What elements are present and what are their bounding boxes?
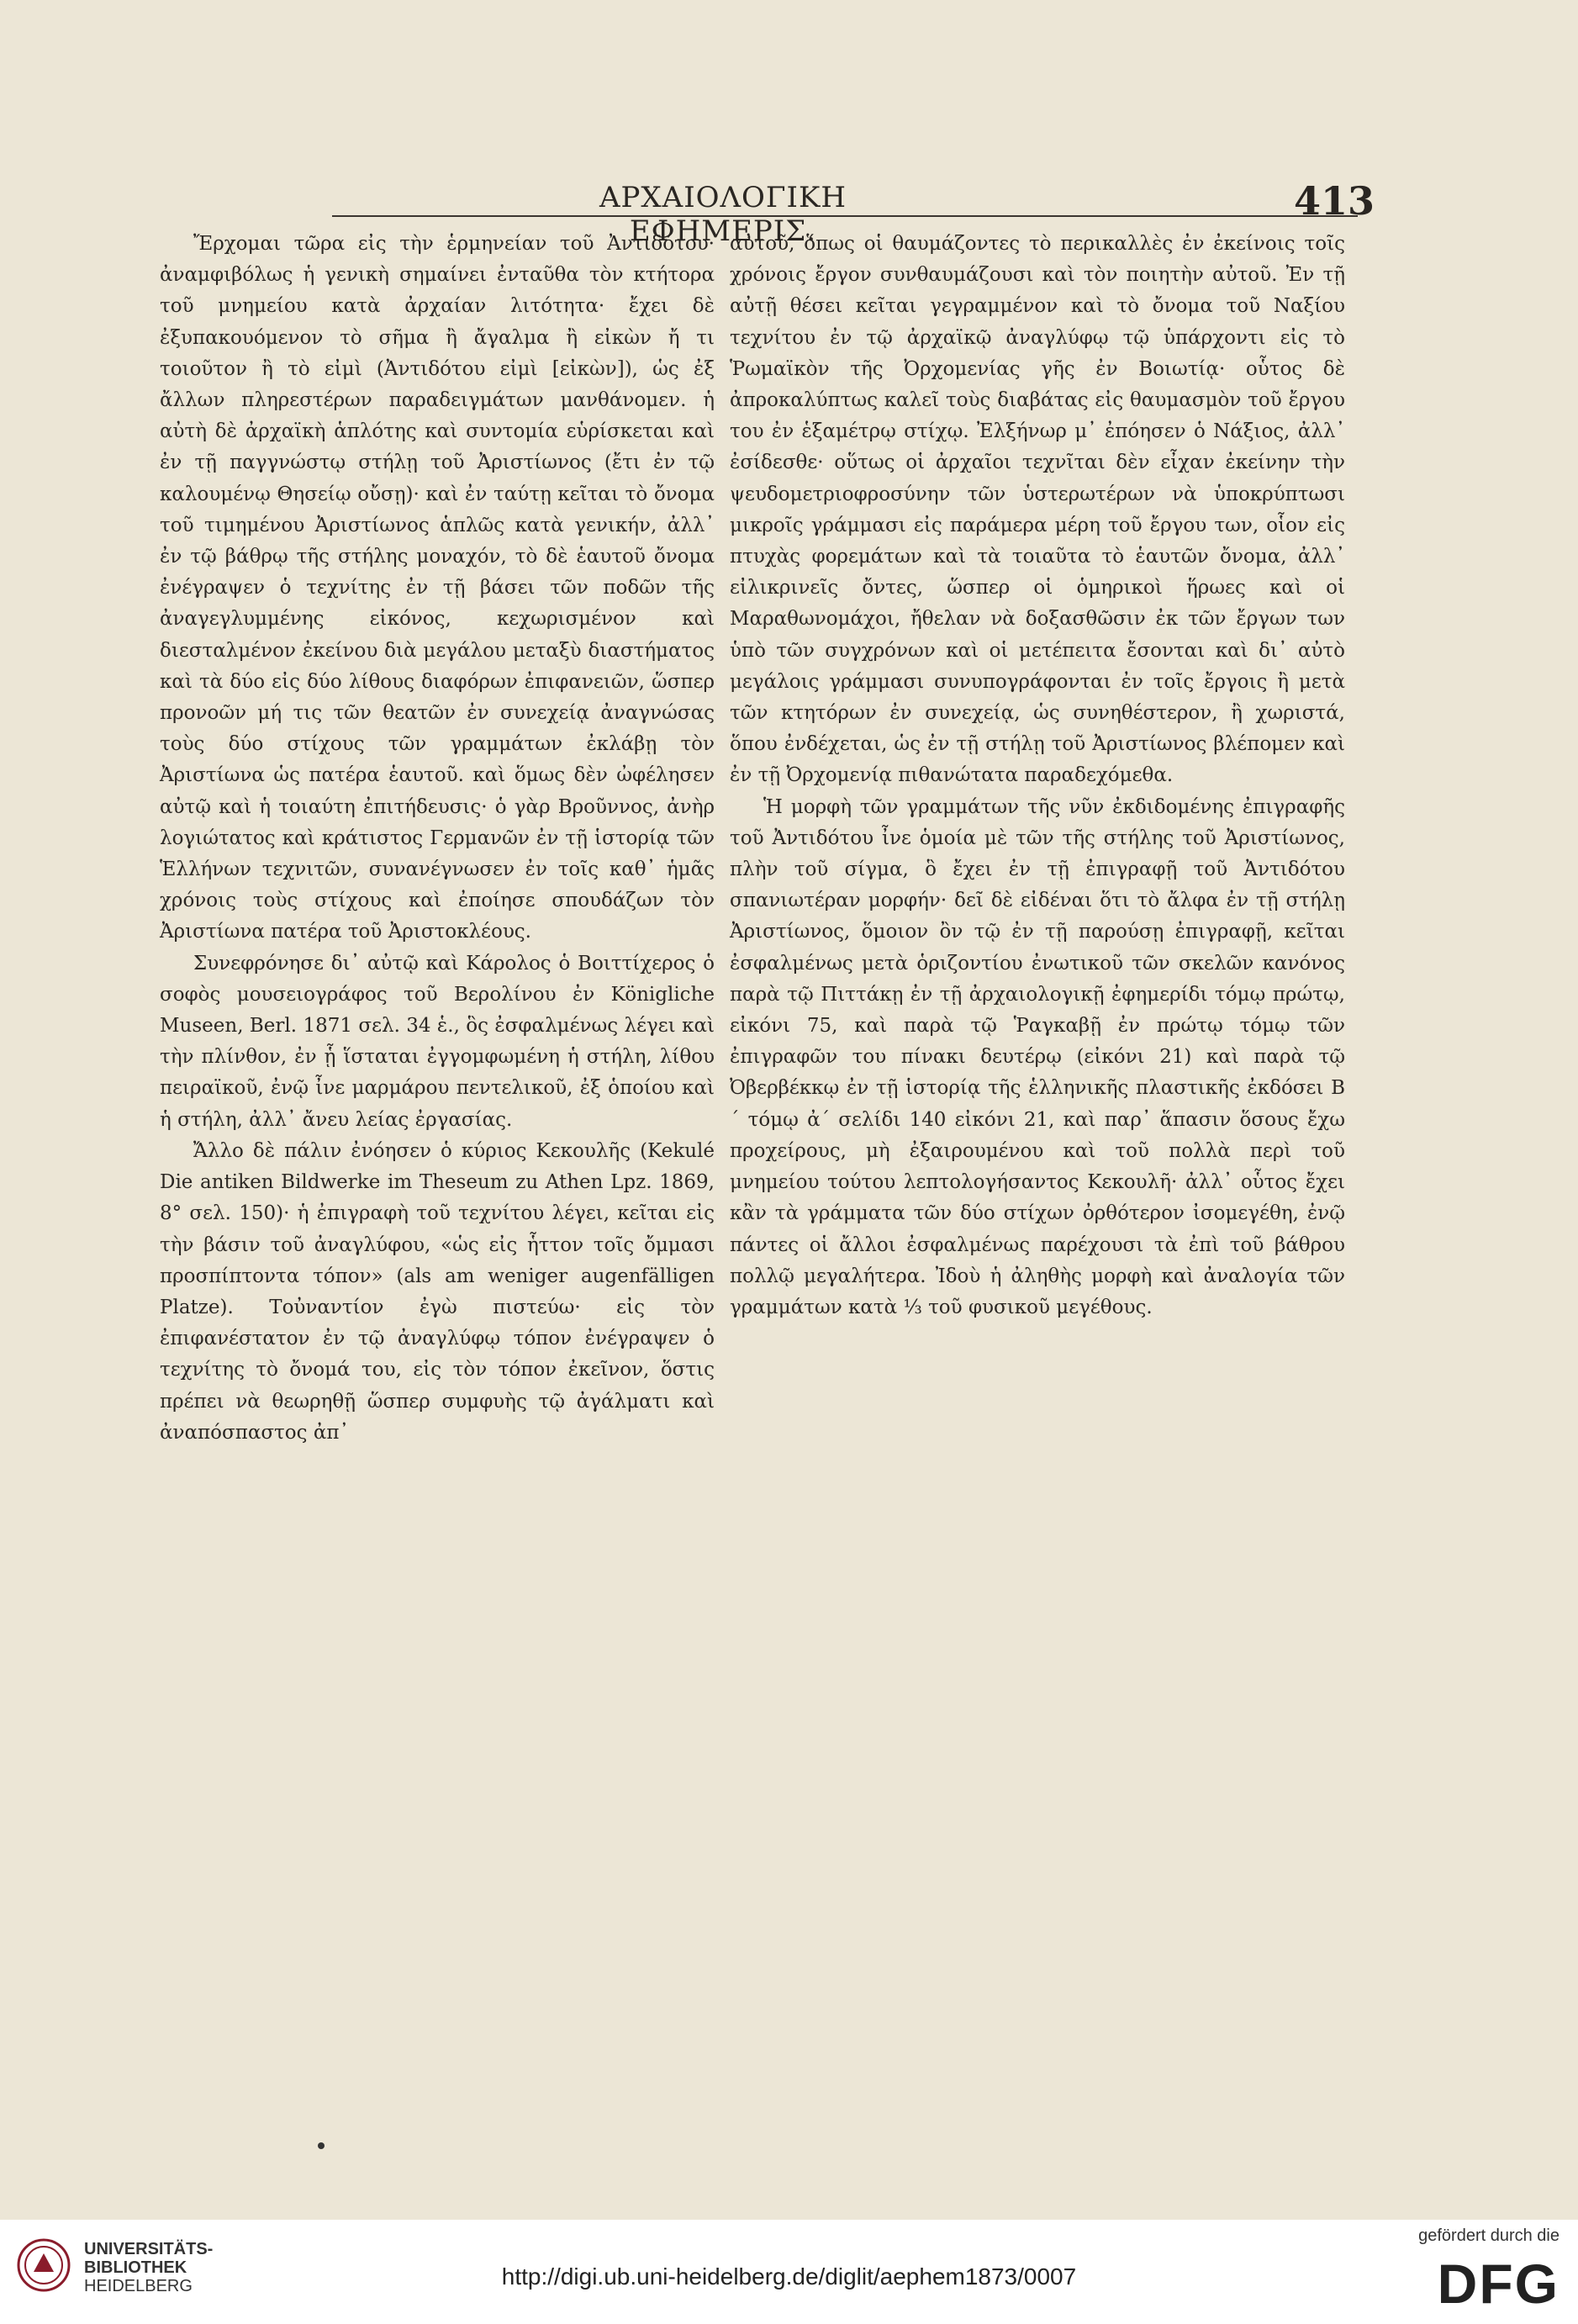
- library-line-1: UNIVERSITÄTS-: [84, 2240, 214, 2258]
- ink-dot: [318, 2142, 325, 2149]
- dfg-logo: DFG: [1437, 2253, 1560, 2315]
- running-title: ΑΡΧΑΙΟΛΟΓΙΚΗ ΕΦΗΜΕΡΙΣ.: [599, 181, 847, 248]
- left-paragraph-2: Συνεφρόνησε δι᾽ αὐτῷ καὶ Κάρολος ὁ Βοιττίχερος ὁ σοφὸς μουσειογράφος τοῦ Βερολίνου ἐν Königliche Museen, Berl. 1871 σελ. 34 ἑ., ὃς ἐσφαλμένως λέγει καὶ τὴν πλίνθον, ἐν ᾗ ἵσταται ἐγγομφωμένη ἡ στήλη, λίθου πειραϊκοῦ, ἐνῷ ἶνε μαρμάρου πεντελικοῦ, ἐξ ὁποίου καὶ ἡ στήλη, ἀλλ᾽ ἄνευ λείας ἐργασίας.: [160, 952, 715, 1131]
- library-line-2: BIBLIOTHEK: [84, 2258, 187, 2277]
- page-number: 413: [1293, 178, 1375, 224]
- library-line-3: HEIDELBERG: [84, 2277, 193, 2295]
- right-paragraph-1: αὐτοῦ, ὅπως οἱ θαυμάζοντες τὸ περικαλλὲς ἐν ἐκείνοις τοῖς χρόνοις ἔργον συνθαυμάζουσι καὶ τὸν ποιητὴν αὐτοῦ. Ἐν τῇ αὐτῇ θέσει κεῖται γεγραμμένον καὶ τὸ ὄνομα τοῦ Ναξίου τεχνίτου ἐν τῷ ἀρχαϊκῷ ἀναγλύφῳ τῷ ὑπάρχοντι εἰς τὸ Ῥωμαϊκὸν τῆς Ὀρχομενίας γῆς ἐν Βοιωτίᾳ· οὗτος δὲ ἀπροκαλύπτως καλεῖ τοὺς διαβάτας εἰς θαυμασμὸν τοῦ ἔργου του ἐν ἑξαμέτρῳ στίχῳ. Ἐλξήνωρ μ᾽ ἐπόησεν ὁ Νάξιος, ἀλλ᾽ ἐσίδεσθε· οὕτως οἱ ἀρχαῖοι τεχνῖται δὲν εἶχαν ἐκείνην τὴν ψευδομετριοφροσύνην τῶν ὑστερωτέρων νὰ ὑποκρύπτωσι μικροῖς γράμμασι εἰς παράμερα μέρη τοῦ ἔργου των, οἷον εἰς πτυχὰς φορεμάτων καὶ τὰ τοιαῦτα τὸ ἑαυτῶν ὄνομα, ἀλλ᾽ εἰλικρινεῖς ὄντες, ὥσπερ οἱ ὁμηρικοὶ ἥρωες καὶ οἱ Μαραθωνομάχοι, ἤθελαν νὰ δοξασθῶσιν ἐκ τῶν ἔργων των ὑπὸ τῶν συγχρόνων καὶ οἱ μετέπειτα ἔσονται καὶ δι᾽ αὐτὸ μεγάλοις γράμμασι συνυπογράφονται ἐν τοῖς ἔργοις ἢ μετὰ τῶν κτητόρων ἐν συνεχείᾳ, ὡς συνηθέστερον, ἢ χωριστά, ὅπου ἐνδέχεται, ὡς ἐν τῇ στήλῃ τοῦ Ἀριστίωνος βλέπομεν καὶ ἐν τῇ Ὀρχομενίᾳ πιθανώτατα παραδεχόμεθα.: [730, 233, 1345, 787]
- left-paragraph-3: Ἄλλο δὲ πάλιν ἐνόησεν ὁ κύριος Κεκουλῆς (Kekulé Die antiken Bildwerke im Theseum zu Athen Lpz. 1869, 8° σελ. 150)· ἡ ἐπιγραφὴ τοῦ τεχνίτου λέγει, κεῖται εἰς τὴν βάσιν τοῦ ἀναγλύφου, «ὡς εἰς ἧττον τοῖς ὄμμασι προσπίπτοντα τόπον» (als am weniger augenfälligen Platze). Τοὐναντίον ἐγὼ πιστεύω· εἰς τὸν ἐπιφανέστατον ἐν τῷ ἀναγλύφῳ τόπον ἐνέγραψεν ὁ τεχνίτης τὸ ὄνομά του, εἰς τὸν τόπον ἐκεῖνον, ὅστις πρέπει νὰ θεωρηθῇ ὥσπερ συμφυὴς τῷ ἀγάλματι καὶ ἀναπόσπαστος ἀπ᾽: [160, 1139, 715, 1444]
- right-paragraph-2: Ἡ μορφὴ τῶν γραμμάτων τῆς νῦν ἐκδιδομένης ἐπιγραφῆς τοῦ Ἀντιδότου ἶνε ὁμοία μὲ τῶν τῆς στήλης τοῦ Ἀριστίωνος, πλὴν τοῦ σίγμα, ὃ ἔχει ἐν τῇ ἐπιγραφῇ τοῦ Ἀντιδότου σπανιωτέραν μορφήν· δεῖ δὲ εἰδέναι ὅτι τὸ ἄλφα ἐν τῇ στήλῃ Ἀριστίωνος, ὅμοιον ὂν τῷ ἐν τῇ παρούσῃ ἐπιγραφῇ, κεῖται ἐσφαλμένως μετὰ ὁριζοντίου ἐνωτικοῦ τῶν σκελῶν κανόνος παρὰ τῷ Πιττάκῃ ἐν τῇ ἀρχαιολογικῇ ἐφημερίδι τόμῳ πρώτῳ, εἰκόνι 75, καὶ παρὰ τῷ Ῥαγκαβῇ ἐν πρώτῳ τόμῳ τῶν ἐπιγραφῶν του πίνακι δευτέρῳ (εἰκόνι 21) καὶ παρὰ τῷ Ὀβερβέκκῳ ἐν τῇ ἱστορίᾳ τῆς ἑλληνικῆς πλαστικῆς ἐκδόσει Β´ τόμῳ ἀ´ σελίδι 140 εἰκόνι 21, καὶ παρ᾽ ἅπασιν ὅσους ἔχω προχείρους, μὴ ἐξαιρουμένου καὶ τοῦ πολλὰ περὶ τοῦ μνημείου τούτου λεπτολογήσαντος Κεκουλῆ· ἀλλ᾽ οὗτος ἔχει κἂν τὰ γράμματα τῶν δύο στίχων ὀρθότερον ἰσομεγέθη, ἐνῷ πάντες οἱ ἄλλοι ἐσφαλμένως παρέχουσι τὰ ἐπὶ τοῦ βάθρου πολλῷ μεγαλήτερα. Ἰδοὺ ἡ ἀληθὴς μορφὴ καὶ ἀναλογία τῶν γραμμάτων κατὰ ⅓ τοῦ φυσικοῦ μεγέθους.: [730, 795, 1345, 1318]
- header-rule: [332, 215, 1358, 217]
- funded-by-label: gefördert durch die: [1418, 2226, 1560, 2245]
- viewer-footer: [0, 2220, 1578, 2324]
- right-column: [730, 229, 1345, 1323]
- left-paragraph-1: Ἔρχομαι τῶρα εἰς τὴν ἑρμηνείαν τοῦ Ἀντιδότου· ἀναμφιβόλως ἡ γενικὴ σημαίνει ἐνταῦθα τὸν κτήτορα τοῦ μνημείου κατὰ ἀρχαίαν λιτότητα· ἔχει δὲ ἐξυπακουόμενον τὸ σῆμα ἢ ἄγαλμα ἢ εἰκὼν ἤ τι τοιοῦτον ἢ τὸ εἰμὶ (Ἀντιδότου εἰμὶ [εἰκὼν]), ὡς ἐξ ἄλλων πληρεστέρων παραδειγμάτων μανθάνομεν. ἡ αὐτὴ δὲ ἀρχαϊκὴ ἁπλότης καὶ συντομία εὑρίσκεται καὶ ἐν τῇ παγγνώστῳ στήλῃ τοῦ Ἀριστίωνος (ἔτι ἐν τῷ καλουμένῳ Θησείῳ οὔσῃ)· καὶ ἐν ταύτῃ κεῖται τὸ ὄνομα τοῦ τιμημένου Ἀριστίωνος ἁπλῶς κατὰ γενικήν, ἀλλ᾽ ἐν τῷ βάθρῳ τῆς στήλης μοναχόν, τὸ δὲ ἑαυτοῦ ὄνομα ἐνέγραψεν ὁ τεχνίτης ἐν τῇ βάσει τῶν ποδῶν τῆς ἀναγεγλυμμένης εἰκόνος, κεχωρισμένον καὶ διεσταλμένον ἐκείνου διὰ μεγάλου μεταξὺ διαστήματος καὶ τὰ δύο εἰς δύο λίθους διαφόρων ἐπιφανειῶν, ὥσπερ προνοῶν μή τις τῶν θεατῶν ἐν συνεχείᾳ ἀναγνώσας τοὺς δύο στίχους τῶν γραμμάτων ἐκλάβῃ τὸν Ἀριστίωνα ὡς πατέρα ἑαυτοῦ. καὶ ὅμως δὲν ὠφέλησεν αὐτῷ καὶ ἡ τοιαύτη ἐπιτήδευσις· ὁ γὰρ Βροῦννος, ἀνὴρ λογιώτατος καὶ κράτιστος Γερμανῶν ἐν τῇ ἱστορίᾳ τῶν Ἑλλήνων τεχνιτῶν, συνανέγνωσεν ἐν τοῖς καθ᾽ ἡμᾶς χρόνοις τοὺς στίχους καὶ ἐποίησε σπουδάζων τὸν Ἀριστίωνα πατέρα τοῦ Ἀριστοκλέους.: [160, 233, 715, 943]
- left-column: [160, 229, 715, 1449]
- permalink-url[interactable]: http://digi.ub.uni-heidelberg.de/diglit/aephem1873/0007: [501, 2263, 1077, 2290]
